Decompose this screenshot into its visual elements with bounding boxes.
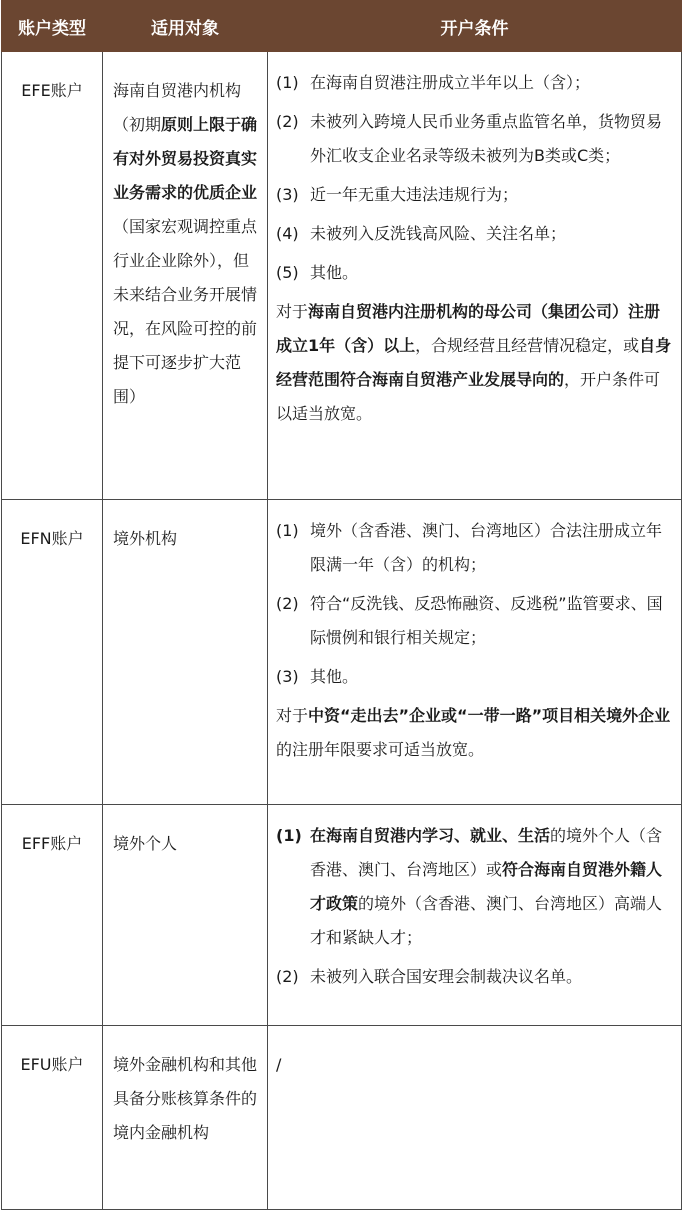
text-segment: 未被列入联合国安理会制裁决议名单。 (310, 967, 583, 986)
condition-number: (1) (276, 826, 302, 845)
condition-text (310, 217, 673, 251)
account-type-cell: EFE账户 (2, 52, 103, 500)
text-segment: 境外个人 (113, 834, 178, 853)
table-row (2, 500, 682, 805)
relaxation-note (276, 295, 673, 431)
text-segment: 的注册年限要求可适当放宽。 (276, 740, 485, 759)
condition-item (276, 587, 673, 655)
target-cell (103, 805, 268, 1026)
condition-number: (2) (276, 967, 299, 986)
text-segment: 的境外个人（含香港、澳门、台湾地区）或 (310, 826, 663, 879)
text-segment: 对于 (276, 706, 309, 725)
header-opening-conditions: 开户条件 (268, 1, 682, 52)
condition-text (310, 587, 673, 655)
condition-number: (2) (276, 594, 299, 613)
emphasis-text: 原则上限于确有对外贸易投资真实业务需求的优质企业 (113, 115, 258, 202)
condition-item (276, 660, 673, 694)
condition-text (310, 819, 673, 955)
emphasis-text: 自身经营范围符合海南自贸港产业发展导向的 (276, 336, 672, 389)
text-segment: 境外金融机构和其他具备分账核算条件的境内金融机构 (113, 1055, 258, 1142)
account-type-cell: EFN账户 (2, 500, 103, 805)
condition-text (310, 256, 673, 290)
text-segment: 境外机构 (113, 529, 178, 548)
text-segment: 在海南自贸港注册成立半年以上（含）； (310, 73, 591, 92)
account-type-cell: EFF账户 (2, 805, 103, 1026)
condition-item (276, 514, 673, 582)
conditions-cell (268, 52, 682, 500)
text-segment: （国家宏观调控重点行业企业除外），但未来结合业务开展情况，在风险可控的前提下可逐步扩大范围） (113, 217, 258, 406)
condition-item (276, 256, 673, 290)
condition-text (310, 514, 673, 582)
text-segment: ，开户条件可以适当放宽。 (276, 370, 661, 423)
condition-text (310, 105, 673, 173)
text-segment: 的境外（含香港、澳门、台湾地区）高端人才和紧缺人才； (310, 894, 663, 947)
emphasis-text: 符合海南自贸港外籍人才政策 (310, 860, 663, 913)
emphasis-text: 海南自贸港内注册机构的母公司（集团公司）注册成立1年（含）以上 (276, 302, 661, 355)
text-segment: 未被列入反洗钱高风险、关注名单； (310, 224, 567, 243)
conditions-cell (268, 805, 682, 1026)
conditions-placeholder: / (276, 1055, 282, 1074)
condition-number: (4) (276, 224, 299, 243)
text-segment: 其他。 (310, 263, 359, 282)
condition-number: (5) (276, 263, 299, 282)
condition-text (310, 178, 673, 212)
conditions-cell (268, 500, 682, 805)
conditions-list (276, 66, 673, 290)
target-cell (103, 52, 268, 500)
condition-text (310, 66, 673, 100)
condition-text (310, 960, 673, 994)
condition-item (276, 819, 673, 955)
condition-number: (1) (276, 73, 299, 92)
condition-number: (1) (276, 521, 299, 540)
condition-item (276, 178, 673, 212)
emphasis-text: 中资“走出去”企业或“一带一路”项目相关境外企业 (308, 706, 671, 725)
condition-item (276, 960, 673, 994)
relaxation-note (276, 699, 673, 767)
text-segment: 近一年无重大违法违规行为； (310, 185, 519, 204)
table-row (2, 805, 682, 1026)
text-segment: 海南自贸港内机构（初期 (113, 81, 242, 134)
header-account-type: 账户类型 (2, 1, 103, 52)
condition-number: (2) (276, 112, 299, 131)
condition-number: (3) (276, 667, 299, 686)
text-segment: 对于 (276, 302, 309, 321)
condition-number: (3) (276, 185, 299, 204)
condition-item (276, 217, 673, 251)
text-segment: 境外（含香港、澳门、台湾地区）合法注册成立年限满一年（含）的机构； (310, 521, 663, 574)
conditions-list (276, 819, 673, 994)
text-segment: 未被列入跨境人民币业务重点监管名单，货物贸易外汇收支企业名录等级未被列为B类或C类； (310, 112, 663, 165)
account-type-cell: EFU账户 (2, 1026, 103, 1210)
condition-item (276, 105, 673, 173)
condition-text (310, 660, 673, 694)
text-segment: 符合“反洗钱、反恐怖融资、反逃税”监管要求、国际惯例和银行相关规定； (310, 594, 663, 647)
target-cell (103, 500, 268, 805)
condition-item (276, 66, 673, 100)
table-row (2, 52, 682, 500)
account-type-table (1, 0, 682, 1210)
emphasis-text: 在海南自贸港内学习、就业、生活 (310, 826, 551, 845)
header-row (2, 1, 682, 52)
conditions-list (276, 514, 673, 694)
text-segment: 其他。 (310, 667, 359, 686)
text-segment: ，合规经营且经营情况稳定，或 (415, 336, 640, 355)
header-applicable-target: 适用对象 (103, 1, 268, 52)
